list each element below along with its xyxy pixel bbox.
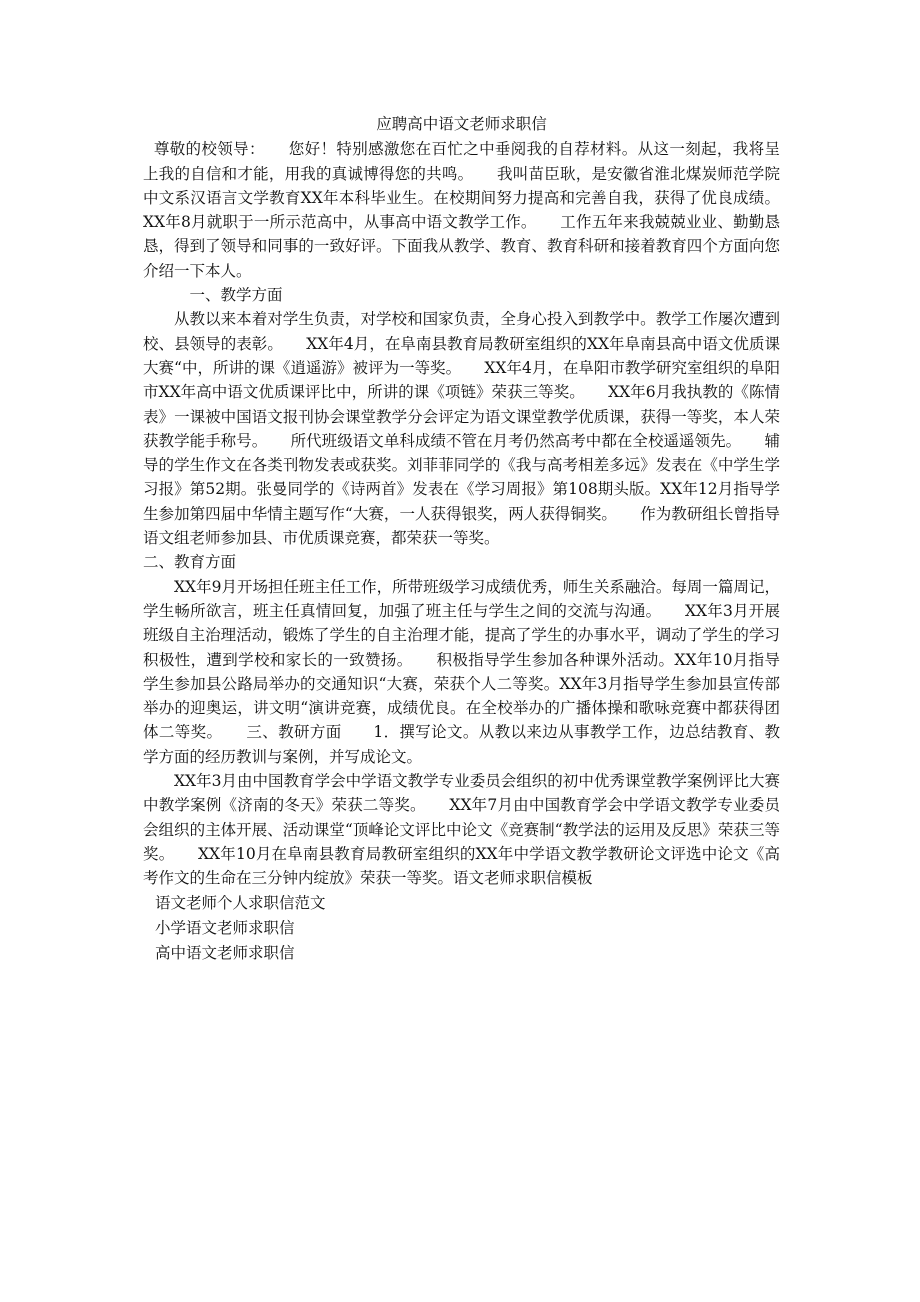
- related-links: [143, 891, 780, 966]
- section-heading-education: 二、教育方面: [143, 553, 237, 572]
- paragraph-education: XX年9月开场担任班主任工作，所带班级学习成绩优秀，师生关系融洽。每周一篇周记，学生畅所欲言，班主任真情回复，加强了班主任与学生之间的交流与沟通。 XX年3月开展班级自主治理活动，锻炼了学生的自主治理才能，提高了学生的办事水平，调动了学生的学习积极性，遭到学校和家长的一致赞扬。 积极指导学生参加各种课外活动。XX年10月指导学生参加县公路局举办的交通知识“大赛，荣获个人二等奖。XX年3月指导学生参加县宣传部举办的迎奥运，讲文明“演讲竞赛，成绩优良。在全校举办的广播体操和歌咏竞赛中都获得团体二等奖。 三、教研方面 1．撰写论文。从教以来边从事教学工作，边总结教育、教学方面的经历教训与案例，并写成论文。: [143, 577, 780, 766]
- related-link[interactable]: 高中语文老师求职信: [155, 943, 295, 962]
- document-title: 应聘高中语文老师求职信: [376, 115, 547, 133]
- paragraph-greeting: 尊敬的校领导： 您好！特别感激您在百忙之中垂阅我的自荐材料。从这一刻起，我将呈上我的自信和才能，用我的真诚博得您的共鸣。 我叫苗臣耿，是安徽省淮北煤炭师范学院中文系汉语言文学教育XX年本科毕业生。在校期间努力提高和完善自我，获得了优良成绩。XX年8月就职于一所示范高中，从事高中语文教学工作。 工作五年来我兢兢业业、勤勤恳恳，得到了领导和同事的一致好评。下面我从教学、教育、教育科研和接着教育四个方面向您介绍一下本人。: [143, 140, 780, 280]
- section-heading-teaching: 一、教学方面: [189, 286, 283, 305]
- document-page: [143, 112, 780, 966]
- paragraph-research: XX年3月由中国教育学会中学语文教学专业委员会组织的初中优秀课堂教学案例评比大赛中教学案例《济南的冬天》荣获二等奖。 XX年7月由中国教育学会中学语文教学专业委员会组织的主体开展、活动课堂“顶峰论文评比中论文《竞赛制“教学法的运用及反思》荣获三等奖。 XX年10月在阜南县教育局教研室组织的XX年中学语文教学教研论文评选中论文《高考作文的生命在三分钟内绽放》荣获一等奖。语文老师求职信模板: [143, 772, 780, 888]
- related-link[interactable]: 语文老师个人求职信范文: [155, 893, 326, 912]
- related-link[interactable]: 小学语文老师求职信: [155, 918, 295, 937]
- paragraph-teaching: 从教以来本着对学生负责，对学校和国家负责，全身心投入到教学中。教学工作屡次遭到校、县领导的表彰。 XX年4月，在阜南县教育局教研室组织的XX年阜南县高中语文优质课大赛“中，所讲的课《逍遥游》被评为一等奖。 XX年4月，在阜阳市教学研究室组织的阜阳市XX年高中语文优质课评比中，所讲的课《项链》荣获三等奖。 XX年6月我执教的《陈情表》一课被中国语文报刊协会课堂教学分会评定为语文课堂教学优质课，获得一等奖，本人荣获教学能手称号。 所代班级语文单科成绩不管在月考仍然高考中都在全校遥遥领先。 辅导的学生作文在各类刊物发表或获奖。刘菲菲同学的《我与高考相差多远》发表在《中学生学习报》第52期。张曼同学的《诗两首》发表在《学习周报》第108期头版。XX年12月指导学生参加第四届中华情主题写作“大赛，一人获得银奖，两人获得铜奖。 作为教研组长曾指导语文组老师参加县、市优质课竞赛，都荣获一等奖。: [143, 310, 780, 548]
